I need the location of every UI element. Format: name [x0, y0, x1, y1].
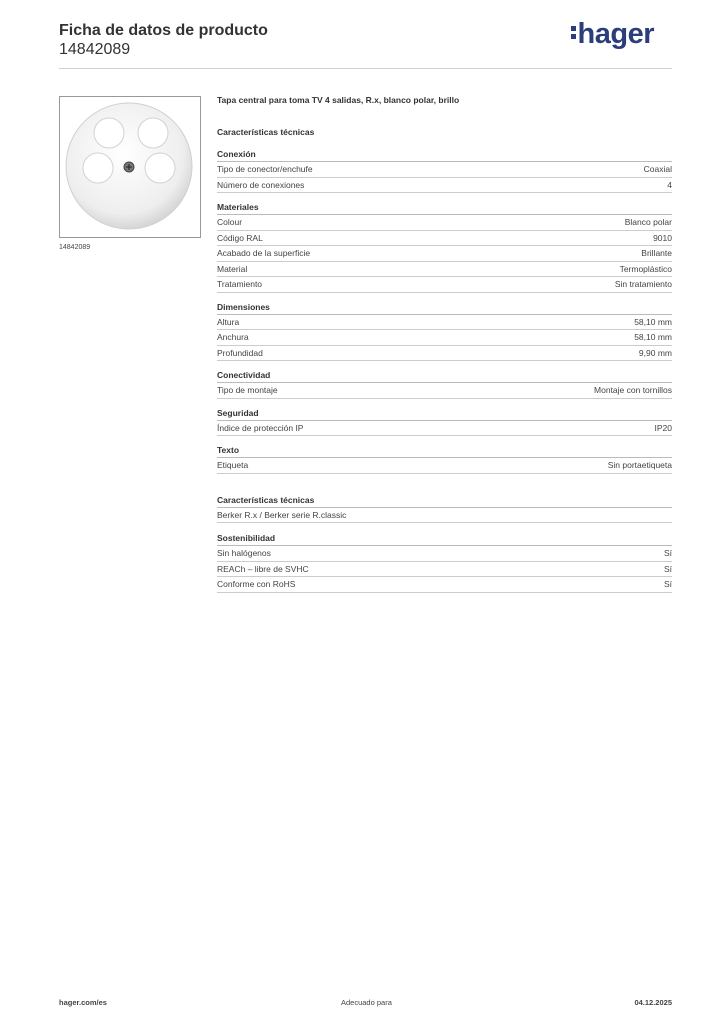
section-heading: Conectividad	[217, 370, 672, 383]
spec-label: Altura	[217, 316, 240, 327]
spec-label: Índice de protección IP	[217, 422, 304, 433]
header-divider	[59, 68, 672, 69]
section-technical-series	[217, 495, 672, 524]
section-heading: Texto	[217, 445, 672, 458]
section-materiales	[217, 202, 672, 293]
section-heading: Seguridad	[217, 408, 672, 421]
product-title: Tapa central para toma TV 4 salidas, R.x, blanco polar, brillo	[217, 95, 460, 105]
spec-value: Sin tratamiento	[614, 279, 672, 289]
product-code: 14842089	[59, 41, 131, 58]
spec-row	[217, 330, 672, 346]
section-heading: Características técnicas	[217, 127, 315, 137]
section-heading: Conexión	[217, 149, 672, 162]
spec-row	[217, 562, 672, 578]
spec-value: 9,90 mm	[638, 347, 672, 358]
page-title: Ficha de datos de producto	[59, 22, 268, 39]
spec-label: Anchura	[217, 332, 249, 342]
spec-label: Tipo de montaje	[217, 385, 278, 395]
spec-row	[217, 383, 672, 399]
footer-middle-text: Adecuado para	[341, 998, 392, 1007]
spec-label: Material	[217, 263, 248, 274]
spec-label: Colour	[217, 217, 243, 227]
spec-label: Tipo de conector/enchufe	[217, 164, 313, 174]
spec-label: Acabado de la superficie	[217, 248, 311, 258]
spec-label: Berker R.x / Berker serie R.classic	[217, 509, 347, 520]
spec-label: Etiqueta	[217, 460, 249, 470]
product-image	[59, 96, 201, 238]
spec-row	[217, 246, 672, 262]
spec-label: Número de conexiones	[217, 179, 305, 190]
spec-row	[217, 546, 672, 562]
spec-label: Código RAL	[217, 232, 263, 243]
spec-value: 58,10 mm	[634, 316, 672, 327]
spec-row	[217, 315, 672, 331]
spec-content	[217, 95, 672, 602]
spec-label: Profundidad	[217, 347, 263, 358]
spec-row	[217, 231, 672, 247]
section-heading: Dimensiones	[217, 302, 672, 315]
spec-value: Brillante	[641, 248, 672, 258]
hager-logo	[571, 18, 654, 51]
section-conectividad	[217, 370, 672, 399]
page-header	[59, 22, 268, 59]
tv-socket-cover-icon	[60, 97, 200, 237]
footer-website-link[interactable]: hager.com/es	[59, 998, 107, 1007]
spec-value: Sí	[663, 548, 672, 558]
spec-row	[217, 277, 672, 293]
spec-row	[217, 178, 672, 194]
spec-value: 58,10 mm	[634, 332, 672, 342]
section-seguridad	[217, 408, 672, 437]
spec-row	[217, 508, 672, 524]
section-conexion	[217, 149, 672, 193]
image-caption: 14842089	[59, 244, 91, 251]
spec-label: Tratamiento	[217, 279, 263, 289]
spec-value: IP20	[654, 422, 672, 433]
logo-dots-icon	[571, 23, 576, 42]
spec-value: Sí	[663, 563, 672, 574]
spec-value: Blanco polar	[624, 217, 672, 227]
spec-row	[217, 458, 672, 474]
section-sostenibilidad	[217, 533, 672, 593]
spec-row	[217, 421, 672, 437]
spec-label: Sin halógenos	[217, 548, 271, 558]
spec-value: Coaxial	[643, 164, 672, 174]
spec-row	[217, 162, 672, 178]
spec-value: Sí	[663, 579, 672, 589]
spec-row	[217, 346, 672, 362]
spec-value: Termoplástico	[619, 263, 672, 274]
section-texto	[217, 445, 672, 474]
spec-row	[217, 577, 672, 593]
footer-date: 04.12.2025	[634, 998, 672, 1007]
section-technical	[217, 127, 672, 137]
spec-label: REACh – libre de SVHC	[217, 563, 309, 574]
spec-value: Sin portaetiqueta	[607, 460, 672, 470]
spec-value: 9010	[653, 232, 672, 243]
section-dimensiones	[217, 302, 672, 362]
spec-label: Conforme con RoHS	[217, 579, 296, 589]
section-heading: Características técnicas	[217, 495, 672, 508]
section-heading: Sostenibilidad	[217, 533, 672, 546]
spec-row	[217, 262, 672, 278]
spec-row	[217, 215, 672, 231]
spec-value: Montaje con tornillos	[594, 385, 672, 395]
logo-text: hager	[577, 18, 654, 50]
section-heading: Materiales	[217, 202, 672, 215]
spec-value: 4	[667, 179, 672, 190]
